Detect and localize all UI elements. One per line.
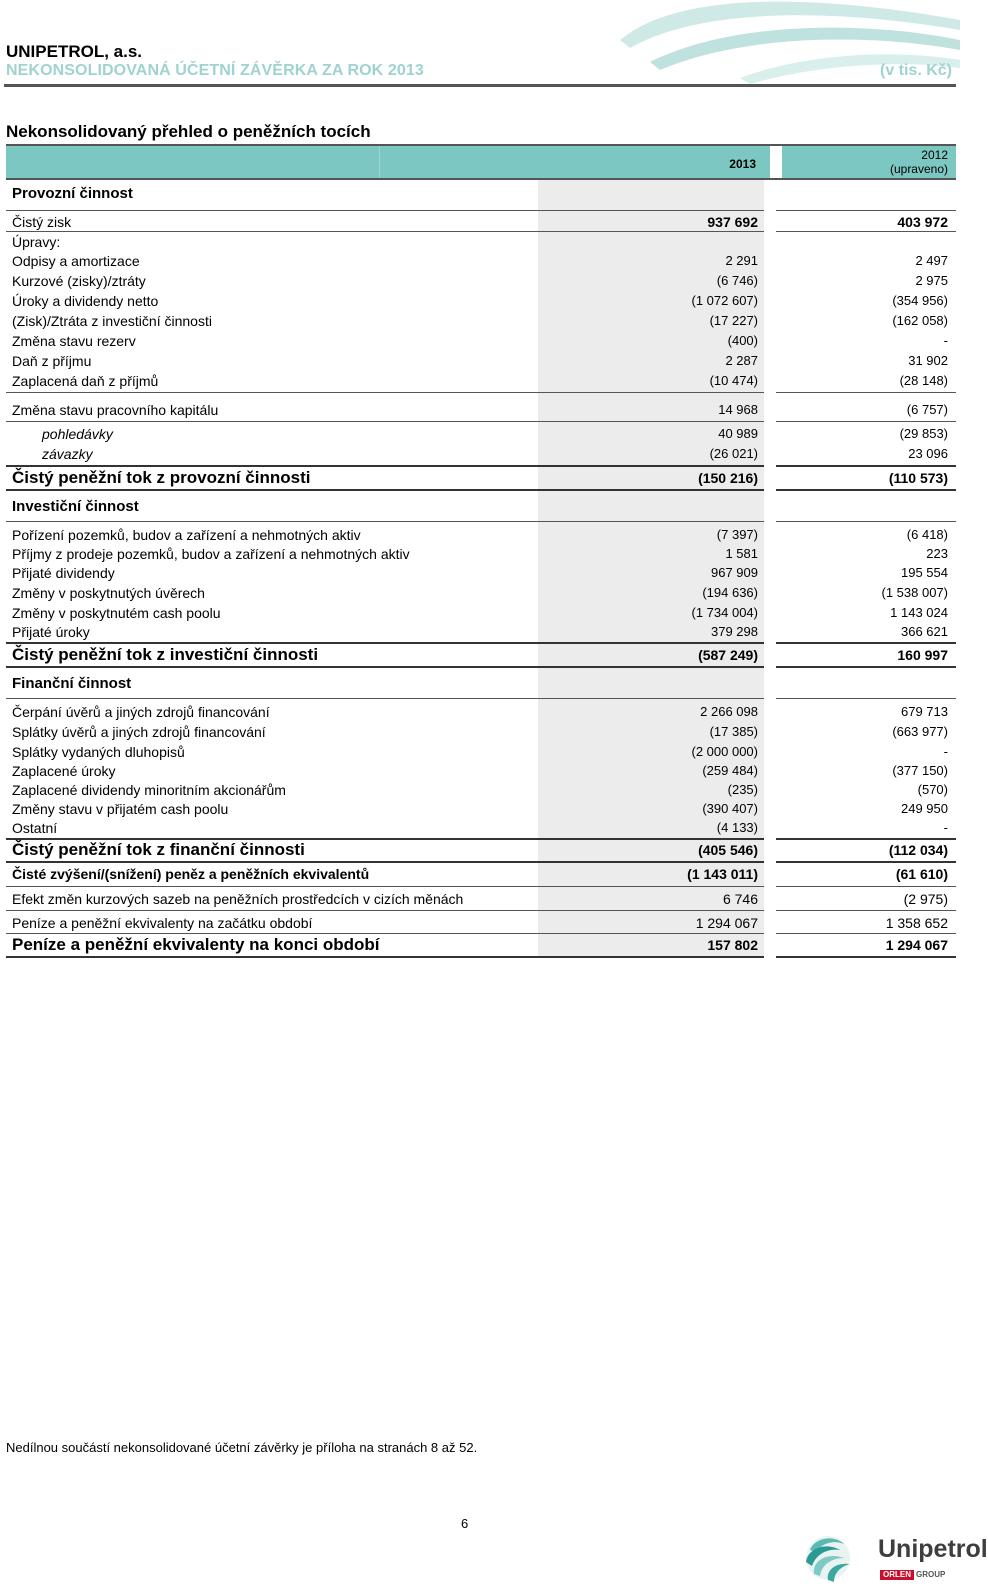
table-row xyxy=(6,889,956,909)
value-2012: (162 058) xyxy=(892,313,948,328)
logo-wordmark: Unipetrol xyxy=(878,1535,988,1563)
column-header-2012-year: 2012 xyxy=(921,148,948,162)
closing-balance-row xyxy=(6,935,956,955)
row-label: Investiční činnost xyxy=(12,498,139,515)
table-row xyxy=(6,563,956,583)
table-row xyxy=(6,311,956,331)
value-2012: 2 497 xyxy=(915,253,948,268)
value-2013: (6 746) xyxy=(716,273,758,288)
table-row xyxy=(6,251,956,271)
total-row-operating xyxy=(6,468,956,488)
value-2013: 2 291 xyxy=(725,253,758,268)
row-label: závazky xyxy=(42,446,93,462)
table-row xyxy=(6,583,956,603)
table-row xyxy=(6,271,956,291)
header-rule xyxy=(4,84,956,87)
table-row xyxy=(6,818,956,838)
value-2012: 1 143 024 xyxy=(890,605,948,620)
row-label: Finanční činnost xyxy=(12,675,132,692)
value-2013: (194 636) xyxy=(702,585,758,600)
value-2012: (110 573) xyxy=(888,470,948,486)
value-2013: 6 746 xyxy=(722,891,758,907)
value-2012: (570) xyxy=(917,782,948,797)
value-2012: (29 853) xyxy=(899,426,948,441)
value-2013: 2 266 098 xyxy=(700,704,758,719)
table-row xyxy=(6,603,956,623)
rule xyxy=(6,886,956,887)
row-label: Čisté zvýšení/(snížení) peněz a peněžních ekvivalentů xyxy=(12,866,370,882)
rule xyxy=(6,421,956,422)
column-header-divider xyxy=(379,146,380,178)
row-label: Čistý peněžní tok z provozní činnosti xyxy=(12,468,311,487)
table-row xyxy=(6,544,956,564)
value-2013: 14 968 xyxy=(718,402,758,417)
row-label: Efekt změn kurzových sazeb na peněžních prostředcích v cizích měnách xyxy=(12,891,464,907)
table-row xyxy=(6,913,956,933)
value-2013: 40 989 xyxy=(718,426,758,441)
table-row xyxy=(6,622,956,642)
table-row xyxy=(6,371,956,391)
value-2012: 23 096 xyxy=(908,446,948,461)
row-label: Změny v poskytnutých úvěrech xyxy=(12,585,205,601)
row-label: Čistý zisk xyxy=(12,214,72,230)
value-2012: 249 950 xyxy=(901,801,948,816)
table-row xyxy=(6,351,956,371)
row-label: Zaplacené úroky xyxy=(12,763,116,779)
value-2013: 1 581 xyxy=(725,546,758,561)
value-2013: (1 143 011) xyxy=(687,866,758,882)
row-label: Ostatní xyxy=(12,820,58,836)
table-row xyxy=(6,291,956,311)
value-2013: 379 298 xyxy=(711,624,758,639)
logo-group-text: GROUP xyxy=(916,1570,946,1579)
value-2012: (112 034) xyxy=(888,842,948,858)
value-2012: (354 956) xyxy=(892,293,948,308)
table-row xyxy=(6,525,956,545)
rule xyxy=(6,666,956,668)
row-label: (Zisk)/Ztráta z investiční činnosti xyxy=(12,313,212,329)
row-label: pohledávky xyxy=(42,426,113,442)
row-label: Čerpání úvěrů a jiných zdrojů financování xyxy=(12,704,270,720)
table-row xyxy=(6,400,956,420)
value-2013: 2 287 xyxy=(725,353,758,368)
table-row xyxy=(6,702,956,722)
rule xyxy=(6,956,956,958)
value-2013: (4 133) xyxy=(716,820,758,835)
row-label: Příjmy z prodeje pozemků, budov a zařízení a nehmotných aktiv xyxy=(12,546,410,562)
value-2012: 223 xyxy=(926,546,948,561)
value-2012: 31 902 xyxy=(908,353,948,368)
table-row xyxy=(6,232,956,252)
row-label: Daň z příjmu xyxy=(12,353,92,369)
row-label: Změna stavu pracovního kapitálu xyxy=(12,402,219,418)
table-row xyxy=(6,444,956,464)
value-2012: (2 975) xyxy=(903,891,948,907)
row-label: Zaplacené dividendy minoritním akcionářům xyxy=(12,782,286,798)
value-2013: (235) xyxy=(727,782,758,797)
row-label: Peníze a peněžní ekvivalenty na začátku období xyxy=(12,915,313,931)
currency-unit: (v tis. Kč) xyxy=(879,62,952,79)
total-row-financing xyxy=(6,840,956,860)
value-2012: 1 358 652 xyxy=(885,915,948,931)
value-2013: (17 227) xyxy=(709,313,758,328)
table-row xyxy=(6,799,956,819)
value-2013: (17 385) xyxy=(709,724,758,739)
table-row xyxy=(6,424,956,444)
value-2012: - xyxy=(943,820,948,835)
logo-orlen-badge: ORLEN xyxy=(880,1570,914,1580)
page-number: 6 xyxy=(461,1516,469,1531)
table-row xyxy=(6,212,956,232)
value-2013: 967 909 xyxy=(711,565,758,580)
column-header-gap xyxy=(770,146,782,178)
rule xyxy=(6,392,956,393)
total-row-investing xyxy=(6,645,956,665)
section-heading-operating xyxy=(6,184,956,204)
table-row xyxy=(6,761,956,781)
value-2013: (1 072 607) xyxy=(691,293,758,308)
rule xyxy=(6,465,956,467)
value-2013: (2 000 000) xyxy=(691,744,758,759)
value-2012: (28 148) xyxy=(899,373,948,388)
rule xyxy=(6,910,956,911)
row-label: Úroky a dividendy netto xyxy=(12,293,159,309)
value-2013: 937 692 xyxy=(707,214,758,230)
value-2013: 157 802 xyxy=(707,937,758,953)
row-label: Splátky vydaných dluhopisů xyxy=(12,744,185,760)
value-2012: 2 975 xyxy=(915,273,948,288)
company-name: UNIPETROL, a.s. xyxy=(6,42,143,61)
value-2012: 160 997 xyxy=(897,647,948,663)
report-subtitle: NEKONSOLIDOVANÁ ÚČETNÍ ZÁVĚRKA ZA ROK 2013 xyxy=(6,62,424,79)
rule xyxy=(6,642,956,644)
value-2012: (6 757) xyxy=(906,402,948,417)
value-2012: (1 538 007) xyxy=(881,585,948,600)
table-row xyxy=(6,331,956,351)
value-2012: - xyxy=(943,744,948,759)
row-label: Pořízení pozemků, budov a zařízení a nehmotných aktiv xyxy=(12,527,361,543)
column-header-band xyxy=(6,144,956,180)
rule xyxy=(6,698,956,699)
value-2012: (6 418) xyxy=(906,527,948,542)
row-label: Peníze a peněžní ekvivalenty na konci období xyxy=(12,935,380,954)
table-row xyxy=(6,780,956,800)
value-2013: (587 249) xyxy=(698,647,758,663)
row-label: Změny stavu v přijatém cash poolu xyxy=(12,801,229,817)
value-2012: - xyxy=(943,333,948,348)
value-2013: (10 474) xyxy=(709,373,758,388)
value-2013: (7 397) xyxy=(716,527,758,542)
rule xyxy=(6,861,956,863)
value-2012: 679 713 xyxy=(901,704,948,719)
value-2013: (150 216) xyxy=(698,470,758,486)
value-2012: (663 977) xyxy=(892,724,948,739)
value-2012: (377 150) xyxy=(892,763,948,778)
row-label: Změny v poskytnutém cash poolu xyxy=(12,605,221,621)
row-label: Čistý peněžní tok z finanční činnosti xyxy=(12,840,305,859)
value-2013: (1 734 004) xyxy=(691,605,758,620)
net-change-row xyxy=(6,864,956,884)
row-label: Splátky úvěrů a jiných zdrojů financování xyxy=(12,724,266,740)
table-row xyxy=(6,722,956,742)
column-header-2012-note: (upraveno) xyxy=(889,162,948,176)
rule xyxy=(6,489,956,491)
value-2012: 366 621 xyxy=(901,624,948,639)
section-heading-financing xyxy=(6,674,956,694)
value-2013: (26 021) xyxy=(709,446,758,461)
column-header-2012 xyxy=(890,148,948,176)
row-label: Provozní činnost xyxy=(12,185,133,202)
row-label: Úpravy: xyxy=(12,234,61,250)
value-2012: 1 294 067 xyxy=(885,937,948,953)
row-label: Přijaté dividendy xyxy=(12,565,115,581)
row-label: Kurzové (zisky)/ztráty xyxy=(12,273,146,289)
section-heading-investing xyxy=(6,497,956,517)
statement-title: Nekonsolidovaný přehled o peněžních tocích xyxy=(6,122,371,141)
value-2013: (390 407) xyxy=(702,801,758,816)
row-label: Odpisy a amortizace xyxy=(12,253,140,269)
value-2013: 1 294 067 xyxy=(695,915,758,931)
row-label: Přijaté úroky xyxy=(12,624,90,640)
value-2012: (61 610) xyxy=(895,866,948,882)
table-row xyxy=(6,742,956,762)
rule xyxy=(6,933,956,934)
row-label: Čistý peněžní tok z investiční činnosti xyxy=(12,645,319,664)
value-2012: 195 554 xyxy=(901,565,948,580)
footnote: Nedílnou součástí nekonsolidované účetní závěrky je příloha na stranách 8 až 52. xyxy=(6,1440,478,1455)
value-2013: (400) xyxy=(727,333,758,348)
value-2013: (259 484) xyxy=(702,763,758,778)
value-2013: (405 546) xyxy=(698,842,758,858)
rule xyxy=(6,521,956,522)
rule xyxy=(6,210,956,211)
value-2012: 403 972 xyxy=(897,214,948,230)
row-label: Změna stavu rezerv xyxy=(12,333,136,349)
row-label: Zaplacená daň z příjmů xyxy=(12,373,159,389)
column-header-2013: 2013 xyxy=(729,157,756,171)
